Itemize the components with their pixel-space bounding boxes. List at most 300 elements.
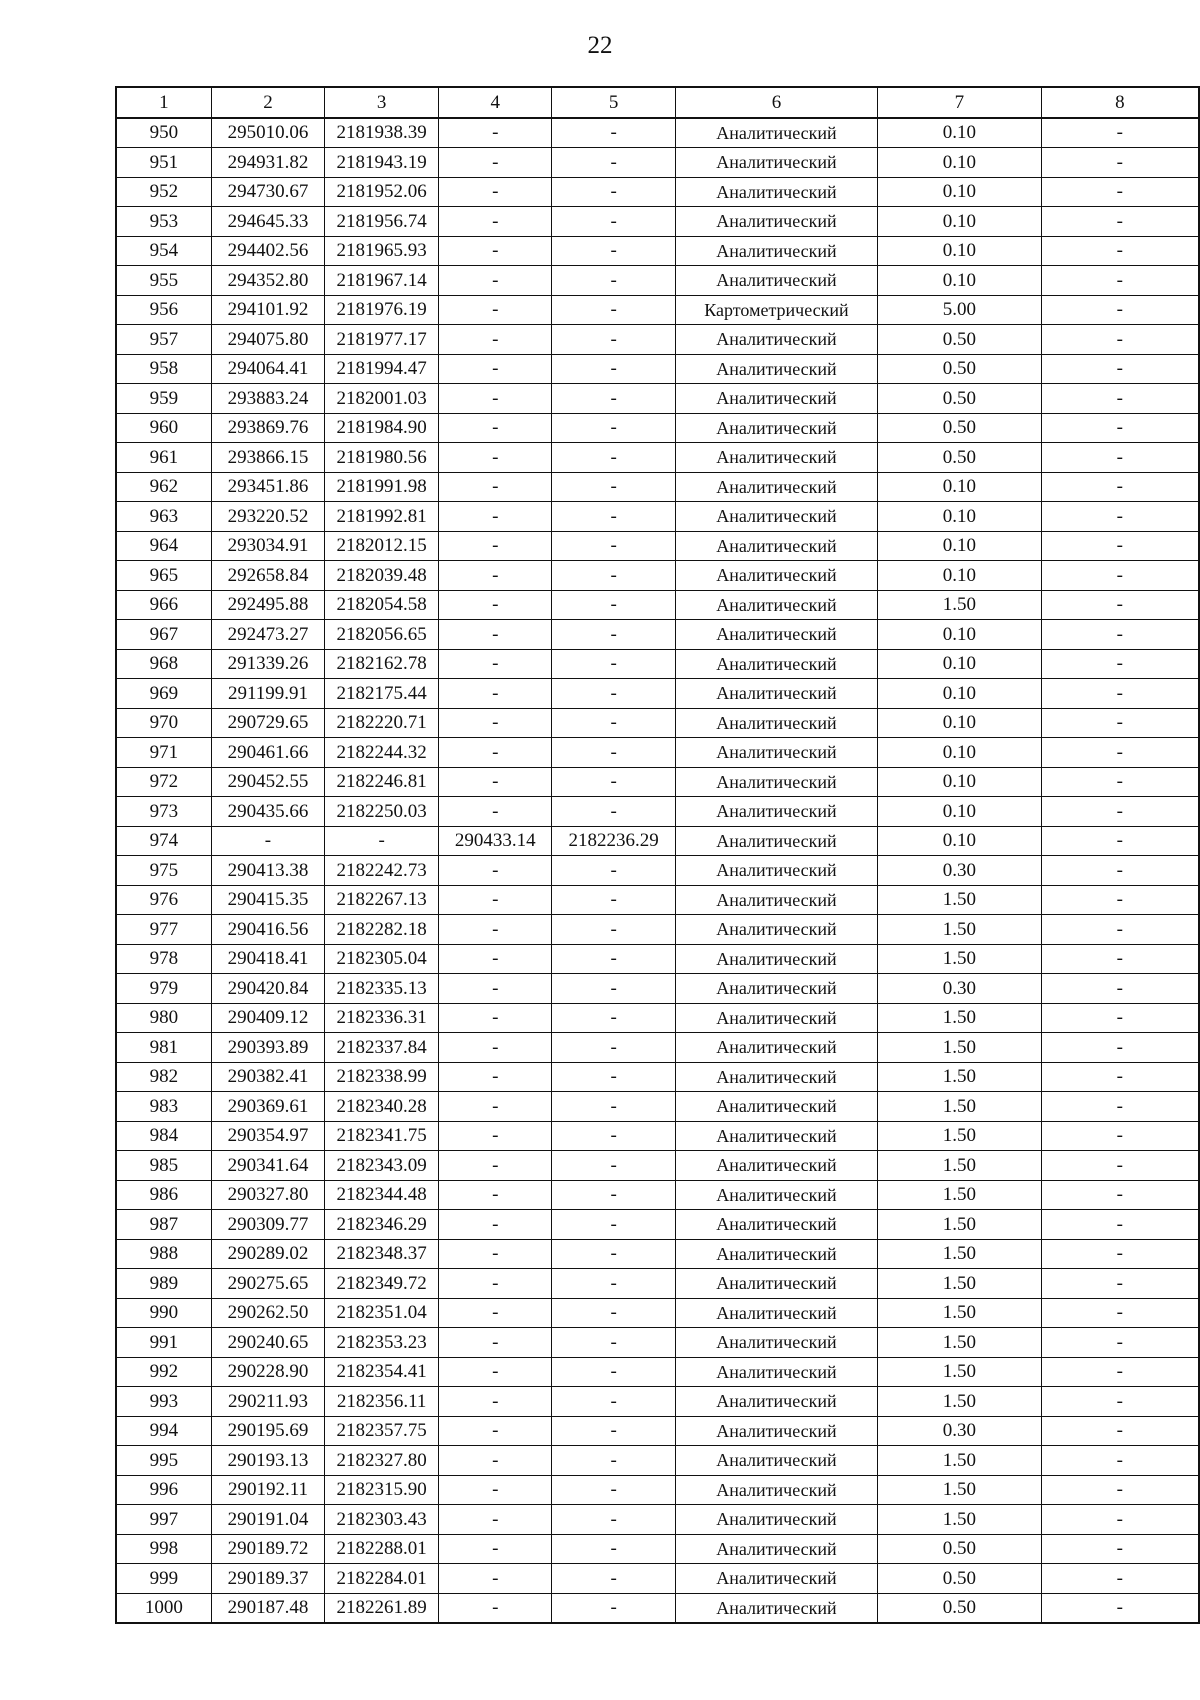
table-cell-col-4: - — [439, 1033, 552, 1063]
table-cell-col-2: 290354.97 — [211, 1121, 324, 1151]
table-cell-col-7: 0.10 — [878, 561, 1042, 591]
table-row — [116, 354, 1199, 384]
table-cell-col-4: - — [439, 384, 552, 414]
table-cell-col-3: 2182242.73 — [325, 856, 439, 886]
table-cell-col-8: - — [1041, 443, 1199, 473]
table-cell-col-7: 0.10 — [878, 148, 1042, 178]
table-row — [116, 325, 1199, 355]
table-cell-col-6: Аналитический — [675, 413, 877, 443]
table-cell-col-4: - — [439, 767, 552, 797]
table-cell-col-2: 290409.12 — [211, 1003, 324, 1033]
table-cell-col-7: 0.50 — [878, 354, 1042, 384]
table-row — [116, 738, 1199, 768]
table-row — [116, 1180, 1199, 1210]
table-cell-col-5: - — [552, 1387, 675, 1417]
table-cell-col-5: - — [552, 1062, 675, 1092]
table-cell-col-1: 998 — [116, 1534, 211, 1564]
table-cell-col-6: Аналитический — [675, 856, 877, 886]
table-cell-col-3: 2182356.11 — [325, 1387, 439, 1417]
table-cell-col-3: 2181938.39 — [325, 118, 439, 148]
table-cell-col-5: - — [552, 1121, 675, 1151]
table-cell-col-4: - — [439, 443, 552, 473]
table-cell-col-2: 293451.86 — [211, 472, 324, 502]
table-cell-col-6: Аналитический — [675, 1387, 877, 1417]
table-cell-col-4: - — [439, 679, 552, 709]
table-cell-col-2: 293034.91 — [211, 531, 324, 561]
table-cell-col-4: - — [439, 797, 552, 827]
table-cell-col-8: - — [1041, 1387, 1199, 1417]
table-cell-col-5: - — [552, 1033, 675, 1063]
table-cell-col-2: 290191.04 — [211, 1505, 324, 1535]
table-cell-col-5: - — [552, 413, 675, 443]
table-cell-col-5: - — [552, 944, 675, 974]
table-row — [116, 856, 1199, 886]
table-cell-col-1: 974 — [116, 826, 211, 856]
table-row — [116, 1387, 1199, 1417]
table-cell-col-5: - — [552, 236, 675, 266]
table-cell-col-7: 0.30 — [878, 856, 1042, 886]
table-cell-col-2: 290289.02 — [211, 1239, 324, 1269]
table-cell-col-2: 290435.66 — [211, 797, 324, 827]
table-cell-col-6: Аналитический — [675, 679, 877, 709]
table-cell-col-4: - — [439, 472, 552, 502]
table-cell-col-4: - — [439, 207, 552, 237]
table-cell-col-8: - — [1041, 620, 1199, 650]
table-cell-col-2: 292495.88 — [211, 590, 324, 620]
table-cell-col-6: Аналитический — [675, 325, 877, 355]
table-cell-col-7: 1.50 — [878, 1151, 1042, 1181]
table-cell-col-8: - — [1041, 1564, 1199, 1594]
table-cell-col-1: 977 — [116, 915, 211, 945]
table-cell-col-7: 0.10 — [878, 797, 1042, 827]
table-cell-col-3: 2182336.31 — [325, 1003, 439, 1033]
table-cell-col-4: - — [439, 118, 552, 148]
table-cell-col-5: - — [552, 1328, 675, 1358]
table-cell-col-6: Аналитический — [675, 1062, 877, 1092]
table-cell-col-5: - — [552, 708, 675, 738]
table-cell-col-3: 2182261.89 — [325, 1593, 439, 1623]
column-header-6: 6 — [675, 87, 877, 118]
table-cell-col-1: 955 — [116, 266, 211, 296]
table-cell-col-1: 971 — [116, 738, 211, 768]
table-cell-col-2: 290341.64 — [211, 1151, 324, 1181]
table-cell-col-1: 999 — [116, 1564, 211, 1594]
table-cell-col-5: - — [552, 1416, 675, 1446]
table-cell-col-4: - — [439, 354, 552, 384]
table-cell-col-6: Аналитический — [675, 1003, 877, 1033]
table-row — [116, 1003, 1199, 1033]
table-cell-col-4: - — [439, 649, 552, 679]
table-cell-col-8: - — [1041, 148, 1199, 178]
table-row — [116, 266, 1199, 296]
table-cell-col-3: 2182348.37 — [325, 1239, 439, 1269]
table-cell-col-8: - — [1041, 531, 1199, 561]
table-cell-col-3: 2182250.03 — [325, 797, 439, 827]
table-cell-col-4: - — [439, 177, 552, 207]
table-cell-col-7: 1.50 — [878, 915, 1042, 945]
table-cell-col-6: Аналитический — [675, 915, 877, 945]
table-cell-col-8: - — [1041, 974, 1199, 1004]
table-cell-col-7: 1.50 — [878, 1003, 1042, 1033]
page-number: 22 — [587, 32, 613, 59]
table-cell-col-8: - — [1041, 354, 1199, 384]
table-cell-col-4: - — [439, 413, 552, 443]
table-cell-col-8: - — [1041, 177, 1199, 207]
table-cell-col-3: 2181976.19 — [325, 295, 439, 325]
table-cell-col-8: - — [1041, 1357, 1199, 1387]
table-cell-col-7: 1.50 — [878, 1357, 1042, 1387]
table-cell-col-5: - — [552, 384, 675, 414]
table-cell-col-7: 0.30 — [878, 974, 1042, 1004]
table-row — [116, 118, 1199, 148]
table-cell-col-5: - — [552, 1151, 675, 1181]
table-row — [116, 679, 1199, 709]
table-cell-col-8: - — [1041, 826, 1199, 856]
table-cell-col-2: 290418.41 — [211, 944, 324, 974]
table-cell-col-1: 983 — [116, 1092, 211, 1122]
table-cell-col-7: 1.50 — [878, 1475, 1042, 1505]
table-cell-col-4: - — [439, 502, 552, 532]
table-row — [116, 1505, 1199, 1535]
table-cell-col-6: Аналитический — [675, 1210, 877, 1240]
table-cell-col-7: 1.50 — [878, 885, 1042, 915]
table-cell-col-7: 0.10 — [878, 738, 1042, 768]
table-cell-col-1: 1000 — [116, 1593, 211, 1623]
table-cell-col-4: - — [439, 1180, 552, 1210]
table-cell-col-3: 2181980.56 — [325, 443, 439, 473]
table-cell-col-2: 290275.65 — [211, 1269, 324, 1299]
table-cell-col-7: 1.50 — [878, 1298, 1042, 1328]
table-cell-col-1: 959 — [116, 384, 211, 414]
table-cell-col-5: - — [552, 1593, 675, 1623]
table-cell-col-5: - — [552, 767, 675, 797]
table-cell-col-2: 290327.80 — [211, 1180, 324, 1210]
table-cell-col-1: 963 — [116, 502, 211, 532]
table-cell-col-2: 290211.93 — [211, 1387, 324, 1417]
table-cell-col-5: - — [552, 915, 675, 945]
table-cell-col-5: 2182236.29 — [552, 826, 675, 856]
table-row — [116, 561, 1199, 591]
table-cell-col-8: - — [1041, 1003, 1199, 1033]
column-header-3: 3 — [325, 87, 439, 118]
table-cell-col-8: - — [1041, 708, 1199, 738]
table-cell-col-8: - — [1041, 915, 1199, 945]
table-cell-col-8: - — [1041, 1475, 1199, 1505]
table-cell-col-2: 293883.24 — [211, 384, 324, 414]
table-cell-col-3: 2181952.06 — [325, 177, 439, 207]
table-cell-col-3: 2182012.15 — [325, 531, 439, 561]
table-cell-col-4: - — [439, 148, 552, 178]
table-cell-col-3: 2181991.98 — [325, 472, 439, 502]
table-cell-col-6: Аналитический — [675, 1593, 877, 1623]
table-cell-col-2: 290187.48 — [211, 1593, 324, 1623]
table-cell-col-5: - — [552, 1475, 675, 1505]
table-cell-col-6: Аналитический — [675, 1033, 877, 1063]
table-cell-col-6: Аналитический — [675, 1416, 877, 1446]
table-cell-col-8: - — [1041, 1210, 1199, 1240]
table-cell-col-5: - — [552, 1357, 675, 1387]
table-cell-col-6: Аналитический — [675, 1092, 877, 1122]
table-cell-col-4: - — [439, 944, 552, 974]
table-row — [116, 1269, 1199, 1299]
table-cell-col-3: 2182162.78 — [325, 649, 439, 679]
table-cell-col-7: 0.50 — [878, 325, 1042, 355]
table-cell-col-4: - — [439, 1593, 552, 1623]
table-cell-col-8: - — [1041, 1593, 1199, 1623]
table-cell-col-2: 293869.76 — [211, 413, 324, 443]
table-cell-col-5: - — [552, 354, 675, 384]
table-cell-col-8: - — [1041, 1121, 1199, 1151]
table-cell-col-5: - — [552, 738, 675, 768]
table-cell-col-8: - — [1041, 767, 1199, 797]
table-cell-col-8: - — [1041, 325, 1199, 355]
table-cell-col-7: 0.10 — [878, 649, 1042, 679]
table-cell-col-8: - — [1041, 1446, 1199, 1476]
table-cell-col-5: - — [552, 974, 675, 1004]
table-row — [116, 797, 1199, 827]
table-cell-col-3: 2182315.90 — [325, 1475, 439, 1505]
table-cell-col-3: - — [325, 826, 439, 856]
table-cell-col-5: - — [552, 207, 675, 237]
table-cell-col-3: 2182357.75 — [325, 1416, 439, 1446]
table-cell-col-5: - — [552, 443, 675, 473]
table-row — [116, 1151, 1199, 1181]
table-cell-col-7: 0.50 — [878, 384, 1042, 414]
table-cell-col-3: 2182337.84 — [325, 1033, 439, 1063]
coordinates-table — [115, 86, 1200, 1624]
table-cell-col-2: 293220.52 — [211, 502, 324, 532]
table-cell-col-5: - — [552, 620, 675, 650]
table-cell-col-1: 961 — [116, 443, 211, 473]
table-cell-col-2: 292658.84 — [211, 561, 324, 591]
table-cell-col-4: - — [439, 620, 552, 650]
table-cell-col-6: Аналитический — [675, 1505, 877, 1535]
table-cell-col-6: Аналитический — [675, 384, 877, 414]
table-cell-col-5: - — [552, 797, 675, 827]
table-cell-col-1: 994 — [116, 1416, 211, 1446]
table-cell-col-1: 982 — [116, 1062, 211, 1092]
table-cell-col-6: Аналитический — [675, 472, 877, 502]
table-cell-col-1: 951 — [116, 148, 211, 178]
table-cell-col-2: 293866.15 — [211, 443, 324, 473]
table-row — [116, 1298, 1199, 1328]
table-cell-col-7: 0.10 — [878, 266, 1042, 296]
table-cell-col-8: - — [1041, 1033, 1199, 1063]
column-header-8: 8 — [1041, 87, 1199, 118]
table-cell-col-3: 2182175.44 — [325, 679, 439, 709]
table-cell-col-6: Аналитический — [675, 649, 877, 679]
table-cell-col-6: Аналитический — [675, 118, 877, 148]
table-cell-col-8: - — [1041, 472, 1199, 502]
table-cell-col-1: 968 — [116, 649, 211, 679]
table-cell-col-7: 1.50 — [878, 1387, 1042, 1417]
table-cell-col-7: 1.50 — [878, 590, 1042, 620]
table-row — [116, 620, 1199, 650]
table-row — [116, 148, 1199, 178]
table-cell-col-3: 2182054.58 — [325, 590, 439, 620]
table-cell-col-7: 0.10 — [878, 472, 1042, 502]
table-cell-col-2: 290189.37 — [211, 1564, 324, 1594]
table-cell-col-7: 1.50 — [878, 1446, 1042, 1476]
table-cell-col-8: - — [1041, 738, 1199, 768]
table-cell-col-3: 2182056.65 — [325, 620, 439, 650]
table-cell-col-5: - — [552, 1564, 675, 1594]
table-cell-col-1: 950 — [116, 118, 211, 148]
table-cell-col-4: - — [439, 236, 552, 266]
table-cell-col-5: - — [552, 266, 675, 296]
table-cell-col-3: 2182341.75 — [325, 1121, 439, 1151]
table-cell-col-3: 2182288.01 — [325, 1534, 439, 1564]
table-cell-col-6: Аналитический — [675, 620, 877, 650]
table-row — [116, 531, 1199, 561]
table-cell-col-3: 2181956.74 — [325, 207, 439, 237]
table-cell-col-3: 2182353.23 — [325, 1328, 439, 1358]
table-cell-col-1: 990 — [116, 1298, 211, 1328]
table-cell-col-8: - — [1041, 384, 1199, 414]
table-cell-col-4: - — [439, 1446, 552, 1476]
table-cell-col-5: - — [552, 856, 675, 886]
table-row — [116, 974, 1199, 1004]
table-row — [116, 1564, 1199, 1594]
table-cell-col-1: 956 — [116, 295, 211, 325]
table-cell-col-4: - — [439, 295, 552, 325]
table-row — [116, 1416, 1199, 1446]
table-cell-col-3: 2181992.81 — [325, 502, 439, 532]
table-cell-col-6: Аналитический — [675, 148, 877, 178]
table-row — [116, 885, 1199, 915]
table-cell-col-8: - — [1041, 1534, 1199, 1564]
table-row — [116, 1446, 1199, 1476]
table-body — [116, 118, 1199, 1624]
table-cell-col-4: - — [439, 561, 552, 591]
table-cell-col-3: 2182282.18 — [325, 915, 439, 945]
table-cell-col-1: 991 — [116, 1328, 211, 1358]
table-row — [116, 1062, 1199, 1092]
table-cell-col-8: - — [1041, 1062, 1199, 1092]
table-row — [116, 1210, 1199, 1240]
table-cell-col-6: Аналитический — [675, 1151, 877, 1181]
table-cell-col-4: - — [439, 1564, 552, 1594]
table-cell-col-6: Аналитический — [675, 266, 877, 296]
table-cell-col-7: 1.50 — [878, 1033, 1042, 1063]
table-cell-col-1: 979 — [116, 974, 211, 1004]
table-cell-col-2: 294645.33 — [211, 207, 324, 237]
table-row — [116, 944, 1199, 974]
table-cell-col-1: 997 — [116, 1505, 211, 1535]
table-row — [116, 826, 1199, 856]
table-row — [116, 502, 1199, 532]
table-cell-col-6: Аналитический — [675, 1564, 877, 1594]
table-cell-col-8: - — [1041, 236, 1199, 266]
table-cell-col-6: Аналитический — [675, 1446, 877, 1476]
table-cell-col-2: 290420.84 — [211, 974, 324, 1004]
table-cell-col-7: 1.50 — [878, 1239, 1042, 1269]
table-cell-col-4: - — [439, 266, 552, 296]
table-cell-col-4: - — [439, 1239, 552, 1269]
table-cell-col-8: - — [1041, 1505, 1199, 1535]
table-cell-col-4: - — [439, 1328, 552, 1358]
table-cell-col-3: 2181994.47 — [325, 354, 439, 384]
table-row — [116, 1475, 1199, 1505]
table-cell-col-1: 972 — [116, 767, 211, 797]
table-cell-col-6: Аналитический — [675, 1534, 877, 1564]
table-cell-col-7: 1.50 — [878, 1328, 1042, 1358]
table-cell-col-3: 2182344.48 — [325, 1180, 439, 1210]
table-cell-col-6: Аналитический — [675, 207, 877, 237]
table-cell-col-1: 960 — [116, 413, 211, 443]
table-cell-col-1: 992 — [116, 1357, 211, 1387]
table-cell-col-7: 0.10 — [878, 236, 1042, 266]
table-cell-col-4: - — [439, 590, 552, 620]
table-cell-col-4: 290433.14 — [439, 826, 552, 856]
table-cell-col-1: 986 — [116, 1180, 211, 1210]
table-cell-col-1: 984 — [116, 1121, 211, 1151]
table-cell-col-4: - — [439, 1298, 552, 1328]
table-cell-col-1: 966 — [116, 590, 211, 620]
table-row — [116, 915, 1199, 945]
table-cell-col-5: - — [552, 177, 675, 207]
table-cell-col-1: 985 — [116, 1151, 211, 1181]
table-cell-col-7: 0.50 — [878, 443, 1042, 473]
table-cell-col-6: Аналитический — [675, 944, 877, 974]
table-cell-col-1: 969 — [116, 679, 211, 709]
table-cell-col-8: - — [1041, 797, 1199, 827]
table-cell-col-5: - — [552, 1003, 675, 1033]
table-cell-col-4: - — [439, 1092, 552, 1122]
table-cell-col-3: 2182303.43 — [325, 1505, 439, 1535]
column-header-4: 4 — [439, 87, 552, 118]
table-cell-col-8: - — [1041, 1269, 1199, 1299]
table-cell-col-2: 295010.06 — [211, 118, 324, 148]
table-cell-col-6: Аналитический — [675, 1475, 877, 1505]
table-cell-col-6: Аналитический — [675, 826, 877, 856]
table-cell-col-7: 0.10 — [878, 767, 1042, 797]
column-header-5: 5 — [552, 87, 675, 118]
table-cell-col-8: - — [1041, 207, 1199, 237]
table-cell-col-6: Аналитический — [675, 1298, 877, 1328]
table-cell-col-4: - — [439, 1003, 552, 1033]
table-cell-col-2: 294730.67 — [211, 177, 324, 207]
table-cell-col-8: - — [1041, 502, 1199, 532]
table-cell-col-6: Аналитический — [675, 738, 877, 768]
table-cell-col-5: - — [552, 531, 675, 561]
table-cell-col-7: 0.50 — [878, 1564, 1042, 1594]
table-cell-col-3: 2182343.09 — [325, 1151, 439, 1181]
table-cell-col-4: - — [439, 1210, 552, 1240]
table-cell-col-7: 0.10 — [878, 502, 1042, 532]
table-cell-col-8: - — [1041, 1180, 1199, 1210]
table-cell-col-3: 2182346.29 — [325, 1210, 439, 1240]
table-cell-col-2: 290189.72 — [211, 1534, 324, 1564]
table-cell-col-6: Аналитический — [675, 502, 877, 532]
table-cell-col-7: 0.50 — [878, 1534, 1042, 1564]
table-cell-col-6: Аналитический — [675, 1239, 877, 1269]
table-cell-col-7: 1.50 — [878, 944, 1042, 974]
table-cell-col-3: 2182327.80 — [325, 1446, 439, 1476]
table-row — [116, 472, 1199, 502]
table-cell-col-4: - — [439, 1416, 552, 1446]
table-cell-col-3: 2182338.99 — [325, 1062, 439, 1092]
table-row — [116, 1593, 1199, 1623]
table-cell-col-4: - — [439, 531, 552, 561]
table-cell-col-1: 993 — [116, 1387, 211, 1417]
table-row — [116, 177, 1199, 207]
table-cell-col-8: - — [1041, 295, 1199, 325]
table-cell-col-2: 294075.80 — [211, 325, 324, 355]
table-cell-col-6: Аналитический — [675, 1180, 877, 1210]
table-cell-col-7: 1.50 — [878, 1505, 1042, 1535]
table-cell-col-5: - — [552, 148, 675, 178]
